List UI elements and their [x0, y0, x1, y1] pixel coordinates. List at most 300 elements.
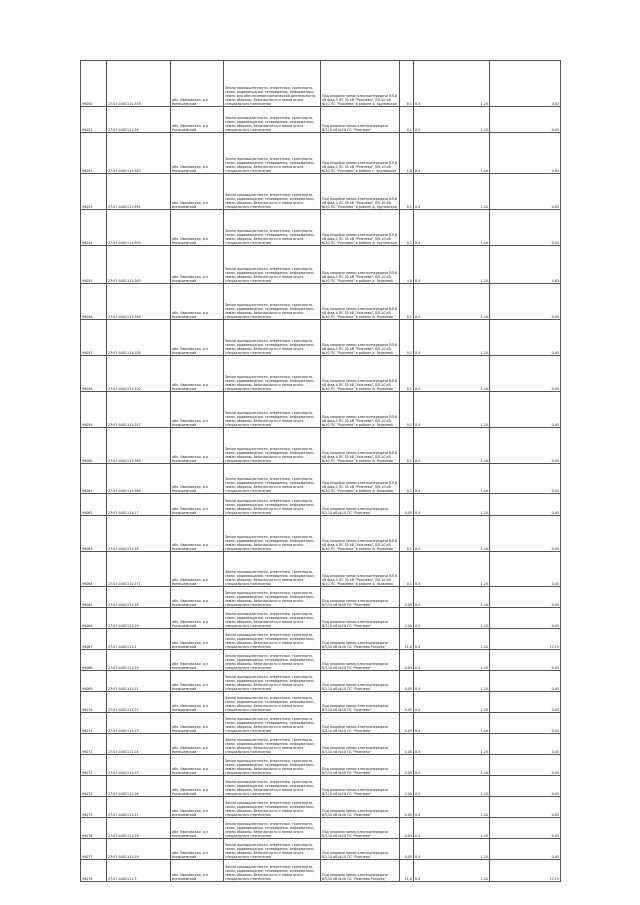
cell-coefficient	[414, 692, 490, 713]
cell-location: обл. Ивановская, р-н Кинешемский	[171, 734, 224, 755]
cell-cadastral-number: 27:07:0401111:991	[107, 174, 171, 210]
cell-location: обл. Ивановская, р-н Кинешемский	[171, 552, 224, 587]
cell-price-value: 1.20	[480, 128, 488, 132]
cell-permitted-use: Под опорами линии электропередачи ВЛ-10 кВ №10 ПС "Рожнево"	[321, 734, 400, 755]
cell-area: 0.1	[400, 107, 414, 133]
cell-permitted-use: Под опорами линии электропередачи ВЛ-10 кВ №10 ПС "Рожнево"	[321, 494, 400, 516]
cell-coefficient-value: 0.4	[415, 511, 421, 515]
table-row	[81, 428, 561, 464]
cell-area: 0.05	[400, 776, 414, 797]
cell-cadastral-number: 27:07:0401111:363	[107, 133, 171, 174]
cell-permitted-use: Под опорами линии электропередачи ВЛ-10 кВ №10 ПС "Рожнево"	[321, 776, 400, 797]
cell-area: 0.1	[400, 284, 414, 320]
cell-area: 0.1	[400, 392, 414, 428]
table-row	[81, 608, 561, 629]
cell-land-category: Земли промышленности, энергетики, транспорта, связи, радиовещания, телевидения, информатики, земли обороны, безопасности и земли иного специального назначения	[224, 713, 321, 734]
cell-land-category: Земли промышленности, энергетики, транспорта, связи, радиовещания, телевидения, информатики, земли обороны, безопасности и земли иного специального назначения	[224, 246, 321, 284]
cell-price-value: 1.20	[480, 834, 488, 838]
cell-coefficient-value: 0.4	[415, 128, 421, 132]
cell-price-value: 1.20	[480, 771, 488, 775]
cell-cadastral-number: 27:07:0401111:2	[107, 629, 171, 650]
cell-coefficient-value: 0.4	[415, 315, 421, 319]
table-row	[81, 818, 561, 839]
cell-permitted-use: Под опорами линии электропередачи ВЛ-6 кВ фид.4 ПС 35 кВ "Рожнево", ВЛ-10 кВ №10 ПС "Рожнево" в районе д. Яковлево	[321, 464, 400, 494]
cell-price-value: 1.20	[480, 423, 488, 427]
cell-cadastral-number: 27:07:0401111:24	[107, 734, 171, 755]
cell-location: обл. Ивановская, р-н Кинешемский	[171, 650, 224, 671]
cell-price-value: 1.20	[480, 205, 488, 209]
table-body	[81, 61, 561, 882]
cell-location: обл. Ивановская, р-н Кинешемский	[171, 755, 224, 776]
cell-row-number: 99062	[81, 494, 107, 516]
cell-coefficient-value: 0.4	[415, 547, 421, 551]
cell-row-number: 99073	[81, 755, 107, 776]
cell-location: обл. Ивановская, р-н Кинешемский	[171, 797, 224, 818]
cell-total: 0.05	[490, 713, 561, 734]
cell-coefficient	[414, 608, 490, 629]
cell-row-number: 99058	[81, 356, 107, 392]
cell-permitted-use: Под опорами линии электропередачи ВЛ-10 кВ №10 ПС "Рожнево"	[321, 587, 400, 608]
cell-row-number: 99066	[81, 608, 107, 629]
cell-total: 0.05	[490, 464, 561, 494]
cell-area: 0.05	[400, 755, 414, 776]
cell-cadastral-number: 27:07:0401111:100	[107, 320, 171, 356]
cell-permitted-use: Под опорами линии электропередачи ВЛ-6 кВ фид.4 ПС 35 кВ "Рожнево", ВЛ-10 кВ №10 ПС "Рожнево" в районе д. Хрулевская	[321, 174, 400, 210]
cell-permitted-use: Под опорами линии электропередачи ВЛ-10 кВ №10 ПС "Рожнево-Разьезд"	[321, 629, 400, 650]
cell-coefficient-value: 0.4	[415, 489, 421, 493]
cell-cadastral-number: 27:07:0401111:993	[107, 210, 171, 246]
cell-land-category: Земли промышленности, энергетики, транспорта, связи, радиовещания, телевидения, информатики, земли обороны, безопасности и земли иного специального назначения	[224, 464, 321, 494]
cell-cadastral-number: 27:07:0401111:347	[107, 392, 171, 428]
cell-area: 0.05	[400, 671, 414, 692]
cell-row-number: 99078	[81, 860, 107, 882]
cell-area: 0.1	[400, 552, 414, 587]
cell-location: обл. Ивановская, р-н Кинешемский	[171, 494, 224, 516]
table-row	[81, 210, 561, 246]
cell-coefficient-value: 0.4	[415, 169, 421, 173]
cell-price-value: 1.20	[480, 877, 488, 881]
cell-cadastral-number: 27:07:0401111:28	[107, 818, 171, 839]
cell-permitted-use: Под опорами линии электропередачи ВЛ-6 кВ фид.4 ПС 35 кВ "Рожнево", ВЛ-10 кВ №10 ПС "Рожнево" в районе д. Яковлево	[321, 320, 400, 356]
cell-location: обл. Ивановская, р-н Кинешемский	[171, 284, 224, 320]
cell-coefficient	[414, 392, 490, 428]
cell-row-number: 99061	[81, 464, 107, 494]
cell-row-number: 99056	[81, 284, 107, 320]
cell-total: 12.15	[490, 629, 561, 650]
cell-cadastral-number: 27:07:0401111:22	[107, 692, 171, 713]
cell-coefficient-value: 0.4	[415, 708, 421, 712]
cell-price-value: 1.20	[480, 855, 488, 859]
cell-cadastral-number: 27:07:0401111:363	[107, 246, 171, 284]
cell-row-number: 99065	[81, 587, 107, 608]
cell-land-category: Земли промышленности, энергетики, транспорта, связи, радиовещания, телевидения, информатики, земли обороны, безопасности и земли иного специального назначения	[224, 650, 321, 671]
cell-row-number: 99054	[81, 210, 107, 246]
cell-land-category: Земли промышленности, энергетики, транспорта, связи, радиовещания, телевидения, информатики, земли обороны, безопасности и земли иного специального назначения	[224, 494, 321, 516]
cell-total: 0.05	[490, 210, 561, 246]
cell-land-category: Земли промышленности, энергетики, транспорта, связи, радиовещания, телевидения, информатики, земли обороны, безопасности и земли иного специального назначения	[224, 692, 321, 713]
cell-price-value: 1.20	[480, 102, 488, 106]
cell-price-value: 1.20	[480, 279, 488, 283]
cell-row-number: 99069	[81, 671, 107, 692]
cell-location: обл. Ивановская, р-н Кинешемский	[171, 860, 224, 882]
cell-area: 0.05	[400, 494, 414, 516]
cell-coefficient-value: 0.4	[415, 666, 421, 670]
table-row	[81, 516, 561, 552]
cell-price-value: 1.20	[480, 387, 488, 391]
cell-permitted-use: Под опорами линии электропередачи ВЛ-6 кВ фид.4 ПС 35 кВ "Рожнево", ВЛ-10 кВ №10 ПС "Рожнево" в районе д. Хрулевская	[321, 210, 400, 246]
cell-area: 1.8	[400, 133, 414, 174]
cell-area: 0.05	[400, 797, 414, 818]
table-row	[81, 284, 561, 320]
cell-permitted-use: Под опорами линии электропередачи ВЛ-6 кВ фид.3 ПС 35 кВ "Рожнево", ВЛ-10 кВ №10 ПС "Рожнево" в районе д. Хрулевская	[321, 61, 400, 107]
cell-permitted-use: Под опорами линии электропередачи ВЛ-6 кВ фид.4 ПС 35 кВ "Рожнево", ВЛ-10 кВ №10 ПС "Рожнево" в районе с. Хрулевская	[321, 133, 400, 174]
cell-area: 0.1	[400, 428, 414, 464]
table-row	[81, 587, 561, 608]
table-row	[81, 392, 561, 428]
cell-total: 0.05	[490, 320, 561, 356]
cell-area: 11.0	[400, 860, 414, 882]
cell-permitted-use: Под опорами линии электропередачи ВЛ-6 кВ фид.4 ПС 35 кВ "Рожнево", ВЛ-10 кВ №10 ПС "Рожнево" в районе д. Яковлево	[321, 284, 400, 320]
table-row	[81, 650, 561, 671]
cell-permitted-use: Под опорами линии электропередачи ВЛ-6 кВ фид.4 ПС 35 кВ "Рожнево", ВЛ-10 кВ №10 ПС "Рожнево" в районе д. Яковлево	[321, 428, 400, 464]
cell-location: обл. Ивановская, р-н Кинешемский	[171, 174, 224, 210]
cell-coefficient	[414, 629, 490, 650]
cell-land-category: Земли промышленности, энергетики, транспорта, связи, радиовещания, телевидения, информатики, земли обороны, безопасности и земли иного специального назначения	[224, 797, 321, 818]
cell-coefficient-value: 0.4	[415, 729, 421, 733]
table-row	[81, 356, 561, 392]
table-row	[81, 692, 561, 713]
cell-coefficient-value: 0.4	[415, 687, 421, 691]
cell-area: 0.1	[400, 320, 414, 356]
cell-permitted-use: Под опорами линии электропередачи ВЛ-10 кВ №10 ПС "Рожнево-Разьезд"	[321, 860, 400, 882]
cell-row-number: 99052	[81, 133, 107, 174]
cell-coefficient-value: 0.4	[415, 279, 421, 283]
cell-price-value: 1.20	[480, 459, 488, 463]
cell-price-value: 1.20	[480, 750, 488, 754]
cell-area: 4.0	[400, 246, 414, 284]
cell-area: 0.1	[400, 210, 414, 246]
table-row	[81, 734, 561, 755]
cell-cadastral-number: 27:07:0401111:369	[107, 464, 171, 494]
cell-coefficient-value: 0.4	[415, 387, 421, 391]
cell-location: обл. Ивановская, р-н Кинешемский	[171, 392, 224, 428]
cell-coefficient	[414, 839, 490, 860]
cell-land-category: Земли промышленности, энергетики, транспорта, связи, радиовещания, телевидения, информатики, земли обороны, безопасности и земли иного специального назначения	[224, 133, 321, 174]
cell-price-value: 1.20	[480, 241, 488, 245]
table-row	[81, 320, 561, 356]
cell-total: 0.05	[490, 776, 561, 797]
cell-location: обл. Ивановская, р-н Кинешемский	[171, 839, 224, 860]
cell-coefficient-value: 0.4	[415, 834, 421, 838]
table-row	[81, 133, 561, 174]
cell-price-value: 1.20	[480, 645, 488, 649]
cell-area: 0.1	[400, 464, 414, 494]
cell-coefficient-value: 0.4	[415, 750, 421, 754]
cell-total: 0.05	[490, 587, 561, 608]
cell-cadastral-number: 27:07:0401111:3	[107, 860, 171, 882]
cell-land-category: Земли промышленности, энергетики, транспорта, связи, радиовещания, телевидения, информатики, земли обороны, безопасности и земли иного специального назначения	[224, 734, 321, 755]
cell-row-number: 99059	[81, 392, 107, 428]
cell-total: 0.05	[490, 516, 561, 552]
cell-land-category: Земли промышленности, энергетики, транспорта, связи, радиовещания, телевидения, информатики, земли обороны, безопасности и земли иного специального назначения	[224, 552, 321, 587]
cell-price-value: 1.20	[480, 351, 488, 355]
cell-land-category: Земли промышленности, энергетики, транспорта, связи, радиовещания, телевидения, информатики, земли обороны, безопасности и земли иного специального назначения	[224, 839, 321, 860]
cell-coefficient	[414, 61, 490, 107]
cell-area: 11.0	[400, 629, 414, 650]
cell-row-number: 99055	[81, 246, 107, 284]
cell-row-number: 99076	[81, 818, 107, 839]
cell-coefficient-value: 0.4	[415, 459, 421, 463]
cell-coefficient	[414, 552, 490, 587]
table-row	[81, 552, 561, 587]
cell-total: 0.05	[490, 284, 561, 320]
cell-cadastral-number: 27:07:0401111:364	[107, 284, 171, 320]
cell-cadastral-number: 27:07:0401111:21	[107, 671, 171, 692]
cell-price-value: 1.20	[480, 729, 488, 733]
cell-land-category: Земли промышленности, энергетики, транспорта, связи, радиовещания, телевидения, информатики, земли обороны, безопасности и земли иного специального назначения	[224, 320, 321, 356]
cell-cadastral-number: 27:07:0401111:25	[107, 755, 171, 776]
cell-permitted-use: Под опорами линии электропередачи ВЛ-10 кВ №10 ПС "Рожнево"	[321, 755, 400, 776]
cell-coefficient-value: 0.4	[415, 855, 421, 859]
cell-area: 8.1	[400, 61, 414, 107]
cell-coefficient	[414, 133, 490, 174]
cell-coefficient-value: 0.4	[415, 423, 421, 427]
cell-price-value: 1.20	[480, 489, 488, 493]
cell-total: 0.05	[490, 797, 561, 818]
cell-row-number: 99072	[81, 734, 107, 755]
cell-permitted-use: Под опорами линии электропередачи ВЛ-10 кВ №10 ПС "Рожнево"	[321, 650, 400, 671]
cell-total: 0.05	[490, 650, 561, 671]
cell-area: 0.1	[400, 174, 414, 210]
table-row	[81, 174, 561, 210]
cell-land-category: Земли промышленности, энергетики, транспорта, связи, радиовещания, телевидения, информатики, земли обороны, безопасности и земли иного специального назначения	[224, 818, 321, 839]
cell-cadastral-number: 27:07:0401111:365	[107, 428, 171, 464]
cell-row-number: 99070	[81, 692, 107, 713]
cell-permitted-use: Под опорами линии электропередачи ВЛ-6 кВ фид.4 ПС 35 кВ "Рожнево", ВЛ-10 кВ №10 ПС "Рожнево" в районе д. Яковлево	[321, 246, 400, 284]
cell-row-number: 99074	[81, 776, 107, 797]
cell-land-category: Земли промышленности, энергетики, транспорта, связи, радиовещания, телевидения, информатики, земли обороны, безопасности и земли иного специального назначения	[224, 210, 321, 246]
table-row	[81, 107, 561, 133]
cell-coefficient	[414, 713, 490, 734]
cell-location: обл. Ивановская, р-н Кинешемский	[171, 61, 224, 107]
cell-row-number: 99071	[81, 713, 107, 734]
cell-total: 0.05	[490, 734, 561, 755]
cell-row-number: 99064	[81, 552, 107, 587]
cell-coefficient-value: 0.4	[415, 792, 421, 796]
cell-location: обл. Ивановская, р-н Кинешемский	[171, 107, 224, 133]
cell-coefficient-value: 0.4	[415, 624, 421, 628]
cell-row-number: 99075	[81, 797, 107, 818]
cell-permitted-use: Под опорами линии электропередачи ВЛ-10 кВ №10 ПС "Рожнево"	[321, 797, 400, 818]
cell-price-value: 1.20	[480, 547, 488, 551]
cell-row-number: 99077	[81, 839, 107, 860]
table-row	[81, 755, 561, 776]
cell-permitted-use: Под опорами линии электропередачи ВЛ-6 кВ фид.4 ПС 35 кВ "Рожнево", ВЛ-10 кВ №10 ПС "Рожнево" в районе д. Яковлево	[321, 392, 400, 428]
cell-total: 0.05	[490, 174, 561, 210]
cell-area: 0.05	[400, 713, 414, 734]
cell-coefficient-value: 0.4	[415, 877, 421, 881]
cell-cadastral-number: 27:07:0401111:102	[107, 356, 171, 392]
cell-price-value: 1.20	[480, 687, 488, 691]
cell-coefficient-value: 0.4	[415, 582, 421, 586]
cell-row-number: 99057	[81, 320, 107, 356]
cell-coefficient-value: 0.4	[415, 351, 421, 355]
cell-location: обл. Ивановская, р-н Кинешемский	[171, 516, 224, 552]
cell-location: обл. Ивановская, р-н Кинешемский	[171, 428, 224, 464]
cell-land-category: Земли промышленности, энергетики, транспорта, связи, радиовещания, телевидения, информатики, земли обороны, безопасности и земли иного специального назначения	[224, 860, 321, 882]
cell-cadastral-number: 27:07:0401111:18	[107, 516, 171, 552]
cell-location: обл. Ивановская, р-н Кинешемский	[171, 356, 224, 392]
cell-land-category: Земли промышленности, энергетики, транспорта, связи, радиовещания, телевидения, информатики, земли обороны, безопасности и земли иного специального назначения	[224, 107, 321, 133]
table-row	[81, 246, 561, 284]
cell-total: 0.05	[490, 671, 561, 692]
cell-total: 0.05	[490, 818, 561, 839]
cell-area: 0.05	[400, 818, 414, 839]
cell-cadastral-number: 27:07:0401111:171	[107, 552, 171, 587]
cell-price-value: 1.20	[480, 169, 488, 173]
cell-land-category: Земли промышленности, энергетики, транспорта, связи, радиовещания, телевидения, информатики, земли обороны, безопасности и земли иного специального назначения	[224, 629, 321, 650]
cell-total: 0.05	[490, 107, 561, 133]
cell-coefficient	[414, 107, 490, 133]
table-row	[81, 839, 561, 860]
cell-coefficient-value: 0.4	[415, 241, 421, 245]
cell-total: 4.83	[490, 133, 561, 174]
cell-location: обл. Ивановская, р-н Кинешемский	[171, 133, 224, 174]
cell-coefficient-value: 0.4	[415, 771, 421, 775]
cell-permitted-use: Под опорами линии электропередачи ВЛ-10 кВ №10 ПС "Рожнево"	[321, 671, 400, 692]
cell-location: обл. Ивановская, р-н Кинешемский	[171, 210, 224, 246]
cell-area: 0.05	[400, 734, 414, 755]
cell-price-value: 1.20	[480, 666, 488, 670]
cell-row-number: 99050	[81, 61, 107, 107]
cell-total: 12.15	[490, 860, 561, 882]
land-plot-table	[80, 60, 561, 882]
cell-permitted-use: Под опорами линии электропередачи ВЛ-10 кВ №10 ПС "Рожнево"	[321, 608, 400, 629]
cell-area: 0.05	[400, 692, 414, 713]
cell-row-number: 99068	[81, 650, 107, 671]
cell-cadastral-number: 27:07:0401111:18	[107, 587, 171, 608]
cell-coefficient	[414, 818, 490, 839]
cell-location: обл. Ивановская, р-н Кинешемский	[171, 692, 224, 713]
table-row	[81, 797, 561, 818]
cell-cadastral-number: 27:07:0401111:27	[107, 797, 171, 818]
cell-location: обл. Ивановская, р-н Кинешемский	[171, 608, 224, 629]
cell-land-category: Земли промышленности, энергетики, транспорта, связи, радиовещания, телевидения, информатики, земли обороны, безопасности и земли иного специального назначения	[224, 428, 321, 464]
table-row	[81, 61, 561, 107]
table-row	[81, 671, 561, 692]
cell-location: обл. Ивановская, р-н Кинешемский	[171, 671, 224, 692]
cell-location: обл. Ивановская, р-н Кинешемский	[171, 464, 224, 494]
cell-price-value: 1.20	[480, 582, 488, 586]
cell-cadastral-number: 27:07:0401111:26	[107, 776, 171, 797]
cell-total: 0.05	[490, 755, 561, 776]
cell-total: 0.05	[490, 692, 561, 713]
table-row	[81, 776, 561, 797]
cell-row-number: 99051	[81, 107, 107, 133]
cell-location: обл. Ивановская, р-н Кинешемский	[171, 587, 224, 608]
cell-area: 0.1	[400, 356, 414, 392]
cell-coefficient	[414, 650, 490, 671]
cell-price-value: 1.20	[480, 813, 488, 817]
cell-coefficient	[414, 797, 490, 818]
cell-coefficient-value: 0.4	[415, 645, 421, 649]
table-row	[81, 629, 561, 650]
cell-coefficient	[414, 320, 490, 356]
cell-coefficient	[414, 587, 490, 608]
cell-coefficient	[414, 246, 490, 284]
cell-total: 4.83	[490, 246, 561, 284]
cell-land-category: Земли промышленности, энергетики, транспорта, связи, радиовещания, телевидения, информатики, земли для обеспечения космической деятельности, земли обороны, безопасности и земли иного специального назначения	[224, 61, 321, 107]
cell-location: обл. Ивановская, р-н Кинешемский	[171, 818, 224, 839]
cell-permitted-use: Под опорами линии электропередачи ВЛ-10 кВ №10 ПС "Рожнево"	[321, 713, 400, 734]
cell-row-number: 99060	[81, 428, 107, 464]
cell-price-value: 1.20	[480, 624, 488, 628]
cell-area: 0.1	[400, 516, 414, 552]
cell-coefficient	[414, 734, 490, 755]
cell-coefficient-value: 0.4	[415, 813, 421, 817]
cell-land-category: Земли промышленности, энергетики, транспорта, связи, радиовещания, телевидения, информатики, земли обороны, безопасности и земли иного специального назначения	[224, 356, 321, 392]
cell-coefficient	[414, 210, 490, 246]
cell-coefficient-value: 0.4	[415, 603, 421, 607]
cell-location: обл. Ивановская, р-н Кинешемский	[171, 246, 224, 284]
cell-total: 0.05	[490, 392, 561, 428]
cell-location: обл. Ивановская, р-н Кинешемский	[171, 629, 224, 650]
cell-price-value: 1.20	[480, 708, 488, 712]
cell-land-category: Земли промышленности, энергетики, транспорта, связи, радиовещания, телевидения, информатики, земли обороны, безопасности и земли иного специального назначения	[224, 587, 321, 608]
cell-total: 0.03	[490, 61, 561, 107]
table-row	[81, 713, 561, 734]
cell-coefficient	[414, 284, 490, 320]
cell-location: обл. Ивановская, р-н Кинешемский	[171, 320, 224, 356]
cell-land-category: Земли промышленности, энергетики, транспорта, связи, радиовещания, телевидения, информатики, земли обороны, безопасности и земли иного специального назначения	[224, 284, 321, 320]
cell-land-category: Земли промышленности, энергетики, транспорта, связи, радиовещания, телевидения, информатики, земли обороны, безопасности и земли иного специального назначения	[224, 174, 321, 210]
cell-coefficient	[414, 464, 490, 494]
cell-total: 0.05	[490, 428, 561, 464]
cell-permitted-use: Под опорами линии электропередачи ВЛ-10 кВ №10 ПС "Рожнево"	[321, 839, 400, 860]
cell-permitted-use: Под опорами линии электропередачи ВЛ-10 кВ №10 ПС "Рожнево"	[321, 818, 400, 839]
cell-coefficient	[414, 516, 490, 552]
cell-price-value: 1.20	[480, 315, 488, 319]
cell-price-value: 1.20	[480, 511, 488, 515]
cell-coefficient	[414, 671, 490, 692]
cell-permitted-use: Под опорами линии электропередачи ВЛ-6 кВ фид.4 ПС 35 кВ "Рожнево", ВЛ-10 кВ №10 ПС "Рожнево" в районе д. Яковлево	[321, 356, 400, 392]
cell-total: 0.05	[490, 608, 561, 629]
cell-total: 0.05	[490, 552, 561, 587]
cell-coefficient	[414, 755, 490, 776]
cell-permitted-use: Под опорами линии электропередачи ВЛ-10 кВ №10 ПС "Рожнево"	[321, 692, 400, 713]
cell-coefficient	[414, 174, 490, 210]
cell-coefficient-value: 0.4	[415, 205, 421, 209]
cell-coefficient	[414, 356, 490, 392]
cell-coefficient	[414, 428, 490, 464]
cell-area: 0.05	[400, 608, 414, 629]
cell-coefficient	[414, 860, 490, 882]
table-row	[81, 494, 561, 516]
cell-row-number: 99063	[81, 516, 107, 552]
cell-land-category: Земли промышленности, энергетики, транспорта, связи, радиовещания, телевидения, информатики, земли обороны, безопасности и земли иного специального назначения	[224, 608, 321, 629]
cell-cadastral-number: 27:07:0401111:29	[107, 839, 171, 860]
cell-row-number: 99067	[81, 629, 107, 650]
cell-area: 0.05	[400, 650, 414, 671]
cell-coefficient	[414, 776, 490, 797]
cell-permitted-use: Под опорами линии электропередачи ВЛ-6 кВ фид.4 ПС 35 кВ "Рожнево", ВЛ-10 кВ №10 ПС "Рожнево" в районе д. Яковлево	[321, 516, 400, 552]
cell-cadastral-number: 27:07:0401111:19	[107, 608, 171, 629]
cell-land-category: Земли промышленности, энергетики, транспорта, связи, радиовещания, телевидения, информатики, земли обороны, безопасности и земли иного специального назначения	[224, 755, 321, 776]
cell-permitted-use: Под опорами линии электропередачи ВЛ-6 кВ фид.4 ПС 35 кВ "Рожнево", ВЛ-10 кВ №10 ПС "Рожнево" в районе д. Яковлево	[321, 552, 400, 587]
cell-total: 0.05	[490, 356, 561, 392]
cell-total: 0.05	[490, 494, 561, 516]
cell-cadastral-number: 27:07:0401111:17	[107, 494, 171, 516]
